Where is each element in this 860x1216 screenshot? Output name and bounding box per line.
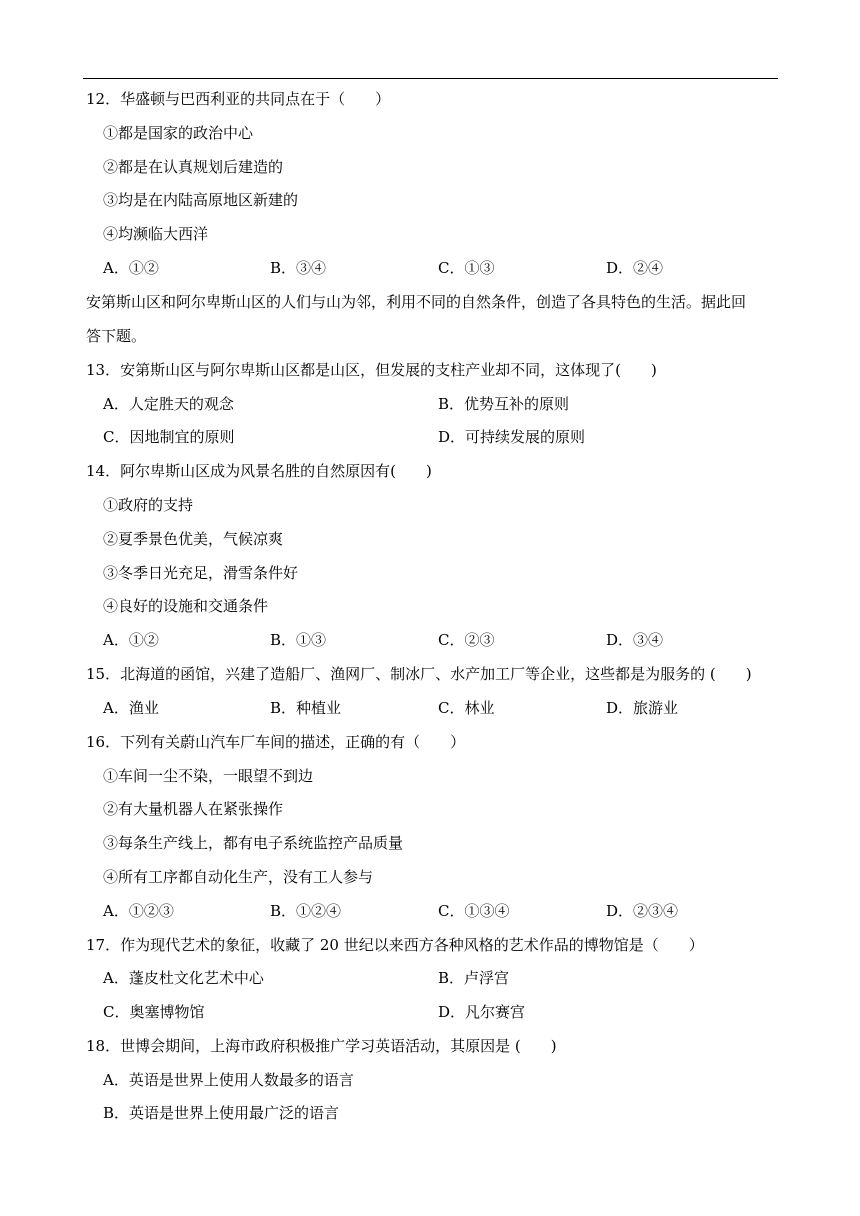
q14-option-a: A．①②: [103, 631, 159, 649]
q12-item-4: ④均濒临大西洋: [103, 225, 209, 243]
q18-option-a: A．英语是世界上使用人数最多的语言: [103, 1071, 354, 1089]
q12-item-1: ①都是国家的政治中心: [103, 124, 254, 142]
q12-stem: 12．华盛顿与巴西利亚的共同点在于（ ）: [86, 90, 391, 108]
q16-item-2: ②有大量机器人在紧张操作: [103, 800, 284, 818]
q13-option-d: D．可持续发展的原则: [438, 428, 586, 446]
q13-option-a: A．人定胜天的观念: [103, 395, 234, 413]
q15-option-a: A．渔业: [103, 699, 159, 717]
q17-option-d: D．凡尔赛宫: [438, 1003, 526, 1021]
q16-option-d: D．②③④: [606, 902, 679, 920]
q16-option-b: B．①②④: [270, 902, 342, 920]
q14-option-b: B．①③: [270, 631, 327, 649]
q13-option-c: C．因地制宜的原则: [103, 428, 235, 446]
q18-option-b: B．英语是世界上使用最广泛的语言: [103, 1104, 340, 1122]
q12-option-d: D．②④: [606, 259, 664, 277]
q12-option-b: B．③④: [270, 259, 327, 277]
q15-option-c: C．林业: [438, 699, 495, 717]
header-rule: [83, 78, 778, 79]
q16-option-a: A．①②③: [103, 902, 174, 920]
q12-option-a: A．①②: [103, 259, 159, 277]
q14-item-3: ③冬季日光充足，滑雪条件好: [103, 564, 299, 582]
q13-option-b: B．优势互补的原则: [438, 395, 570, 413]
q14-item-4: ④良好的设施和交通条件: [103, 597, 269, 615]
q15-option-b: B．种植业: [270, 699, 342, 717]
q12-item-3: ③均是在内陆高原地区新建的: [103, 191, 299, 209]
q12-option-c: C．①③: [438, 259, 495, 277]
q17-option-a: A．蓬皮杜文化艺术中心: [103, 969, 264, 987]
q13-stem: 13．安第斯山区与阿尔卑斯山区都是山区，但发展的支柱产业却不同，这体现了( ): [86, 361, 657, 379]
q14-option-c: C．②③: [438, 631, 495, 649]
q12-item-2: ②都是在认真规划后建造的: [103, 158, 284, 176]
q16-item-4: ④所有工序都自动化生产，没有工人参与: [103, 868, 374, 886]
q17-option-b: B．卢浮宫: [438, 969, 510, 987]
q17-stem: 17．作为现代艺术的象征，收藏了 20 世纪以来西方各种风格的艺术作品的博物馆是（ ）: [86, 936, 704, 954]
q16-item-3: ③每条生产线上，都有电子系统监控产品质量: [103, 834, 404, 852]
q18-stem: 18．世博会期间，上海市政府积极推广学习英语活动，其原因是 ( ): [86, 1037, 557, 1055]
q15-stem: 15．北海道的函馆，兴建了造船厂、渔网厂、制冰厂、水产加工厂等企业，这些都是为服务的 ( ): [86, 665, 752, 683]
intro-line-1: 安第斯山区和阿尔卑斯山区的人们与山为邻，利用不同的自然条件，创造了各具特色的生活。据此回: [86, 293, 747, 311]
q14-stem: 14．阿尔卑斯山区成为风景名胜的自然原因有( ): [86, 462, 432, 480]
q14-item-1: ①政府的支持: [103, 496, 194, 514]
q16-item-1: ①车间一尘不染，一眼望不到边: [103, 767, 314, 785]
q14-item-2: ②夏季景色优美，气候凉爽: [103, 530, 284, 548]
q15-option-d: D．旅游业: [606, 699, 679, 717]
q16-option-c: C．①③④: [438, 902, 510, 920]
q16-stem: 16．下列有关蔚山汽车厂车间的描述，正确的有（ ）: [86, 733, 466, 751]
q17-option-c: C．奥塞博物馆: [103, 1003, 205, 1021]
intro-line-2: 答下题。: [86, 327, 147, 345]
q14-option-d: D．③④: [606, 631, 664, 649]
